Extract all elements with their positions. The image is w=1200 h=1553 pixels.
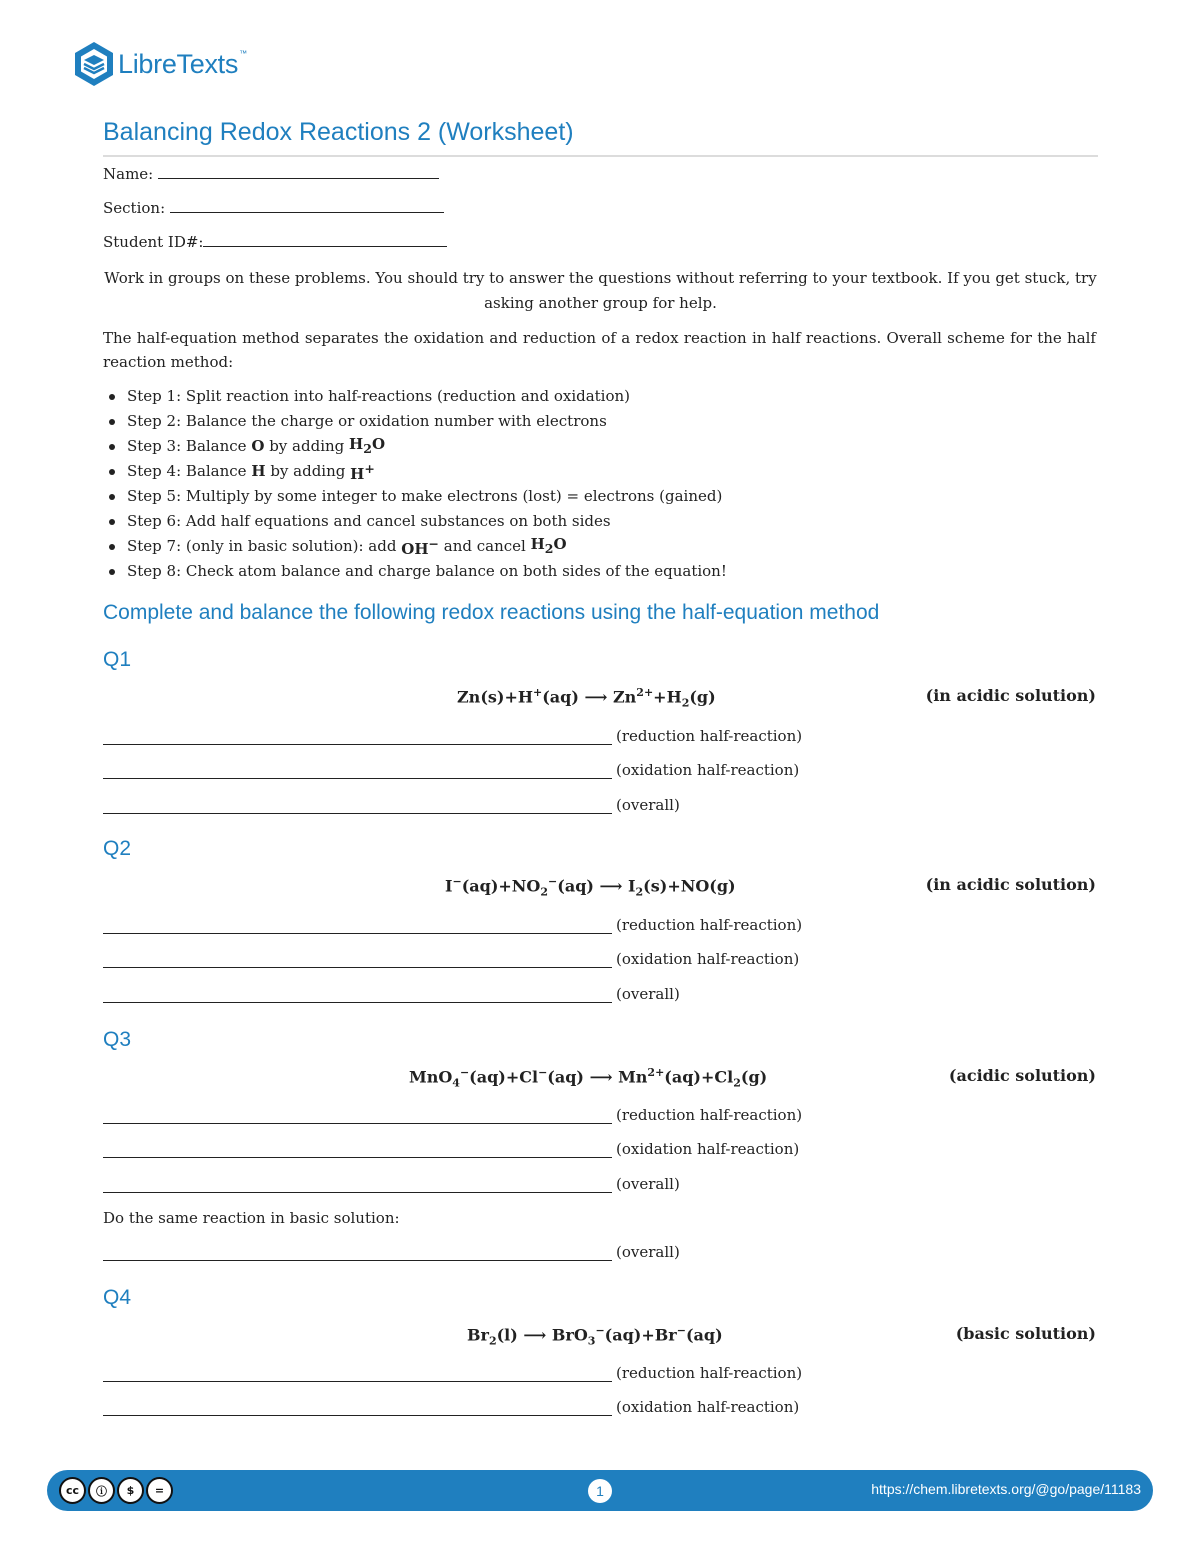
answer-blank[interactable] <box>103 797 612 814</box>
method-paragraph: The half-equation method separates the oxidation and reduction of a redox reaction in half reactions. Overall scheme for the half reaction method: <box>103 329 1096 371</box>
answer-blank[interactable] <box>103 1399 612 1416</box>
name-blank[interactable] <box>158 164 439 179</box>
section-heading: Complete and balance the following redox reactions using the half-equation method <box>103 601 880 624</box>
answer-row: (reduction half-reaction) <box>103 1364 802 1382</box>
section-blank[interactable] <box>170 198 444 213</box>
question-label: Q1 <box>103 648 132 671</box>
answer-row: (oxidation half-reaction) <box>103 950 799 968</box>
answer-blank[interactable] <box>103 1107 612 1124</box>
brand-name: LibreTexts <box>118 48 239 79</box>
title-divider <box>103 155 1098 157</box>
bullet-icon <box>109 569 115 575</box>
equation-q1: Zn(s)+H+(aq) ⟶ $Zn^{2+}+H_2(g)$ <box>457 686 716 710</box>
list-item: Step 7: (only in basic solution): add OH− and cancel $H_2O$ <box>103 534 727 559</box>
basic-solution-prompt: Do the same reaction in basic solution: <box>103 1209 400 1227</box>
libretexts-logo-icon <box>72 40 116 88</box>
answer-blank[interactable] <box>103 951 612 968</box>
equation-q2: $I^-(aq)+NO_2^-(aq)$ ⟶ $I_2(s)+NO(g)$ <box>445 875 736 899</box>
answer-row: (oxidation half-reaction) <box>103 1140 799 1158</box>
step-list <box>103 384 727 584</box>
answer-blank[interactable] <box>103 1141 612 1158</box>
answer-row: (overall) <box>103 1243 680 1261</box>
student-id-field <box>103 232 447 251</box>
page-footer <box>47 1470 1153 1511</box>
list-item: Step 2: Balance the charge or oxidation number with electrons <box>103 409 727 434</box>
answer-row: (reduction half-reaction) <box>103 727 802 745</box>
list-item: Step 6: Add half equations and cancel substances on both sides <box>103 509 727 534</box>
answer-row: (oxidation half-reaction) <box>103 761 799 779</box>
section-field <box>103 198 444 217</box>
student-id-label: Student ID#: <box>103 233 204 251</box>
condition-q4: (basic solution) <box>955 1324 1096 1343</box>
list-item: Step 3: Balance O by adding $H_2O$ <box>103 434 727 459</box>
answer-row: (reduction half-reaction) <box>103 916 802 934</box>
bullet-icon <box>109 444 115 450</box>
bullet-icon <box>109 469 115 475</box>
bullet-icon <box>109 394 115 400</box>
list-item: Step 5: Multiply by some integer to make electrons (lost) = electrons (gained) <box>103 484 727 509</box>
bullet-icon <box>109 519 115 525</box>
answer-row: (oxidation half-reaction) <box>103 1398 799 1416</box>
brand-tm: ™ <box>239 48 247 58</box>
condition-q2: (in acidic solution) <box>925 875 1096 894</box>
answer-blank[interactable] <box>103 1176 612 1193</box>
answer-row: (overall) <box>103 1175 680 1193</box>
answer-row: (overall) <box>103 796 680 814</box>
page-title: Balancing Redox Reactions 2 (Worksheet) <box>103 118 574 146</box>
answer-blank[interactable] <box>103 762 612 779</box>
answer-blank[interactable] <box>103 917 612 934</box>
answer-row: (overall) <box>103 985 680 1003</box>
name-field <box>103 164 439 183</box>
libretexts-logo[interactable] <box>72 40 247 88</box>
condition-q3: (acidic solution) <box>948 1066 1096 1085</box>
answer-blank[interactable] <box>103 1244 612 1261</box>
list-item: Step 4: Balance H by adding H+ <box>103 459 727 484</box>
nc-icon: $ <box>117 1477 144 1504</box>
student-id-blank[interactable] <box>203 232 447 247</box>
cc-icon: cc <box>59 1477 86 1504</box>
list-item: Step 8: Check atom balance and charge balance on both sides of the equation! <box>103 559 727 584</box>
equation-q3: MnO$_4$−(aq)+Cl−(aq) ⟶ $Mn^{2+}(aq)+Cl_2(g)$ <box>409 1066 768 1090</box>
question-label: Q2 <box>103 837 132 860</box>
intro-text: Work in groups on these problems. You should try to answer the questions without referring to your textbook. If you get stuck, try asking another group for help. <box>104 269 1097 312</box>
equation-q4: $Br_2(l)$ ⟶ BrO$_3$−(aq)+Br−(aq) <box>467 1324 723 1348</box>
bullet-icon <box>109 494 115 500</box>
question-label: Q3 <box>103 1028 132 1051</box>
condition-q1: (in acidic solution) <box>925 686 1096 705</box>
section-label: Section: <box>103 199 166 217</box>
question-label: Q4 <box>103 1286 132 1309</box>
by-icon: ⓘ <box>88 1477 115 1504</box>
bullet-icon <box>109 419 115 425</box>
page-url-link[interactable]: https://chem.libretexts.org/@go/page/11183 <box>871 1481 1141 1497</box>
answer-row: (reduction half-reaction) <box>103 1106 802 1124</box>
nd-icon: = <box>146 1477 173 1504</box>
answer-blank[interactable] <box>103 728 612 745</box>
name-label: Name: <box>103 165 154 183</box>
page-number: 1 <box>588 1479 612 1503</box>
license-badge[interactable] <box>59 1477 175 1504</box>
list-item: Step 1: Split reaction into half-reactions (reduction and oxidation) <box>103 384 727 409</box>
answer-blank[interactable] <box>103 1365 612 1382</box>
answer-blank[interactable] <box>103 986 612 1003</box>
bullet-icon <box>109 544 115 550</box>
